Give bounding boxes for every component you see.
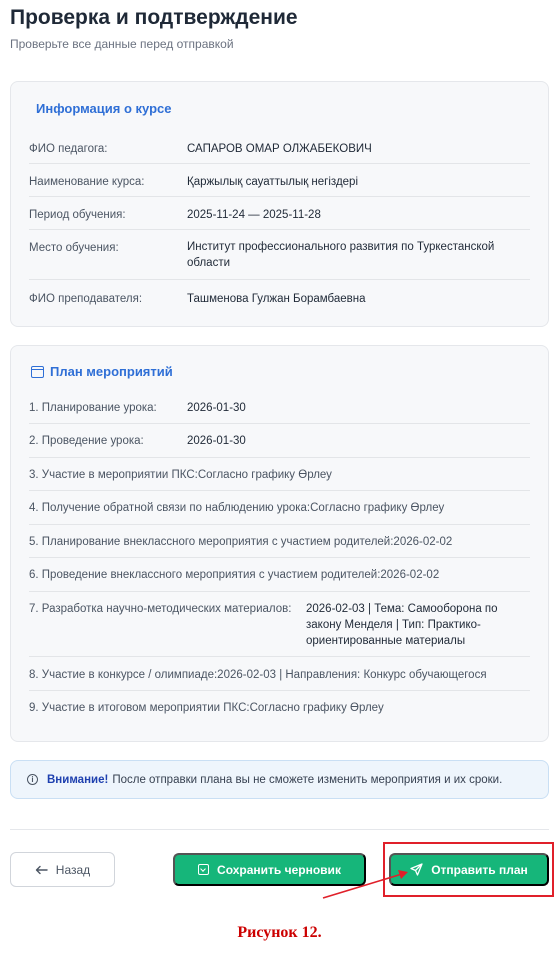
plan-item-value-line1: 2026-02-03 | Тема: Самооборона по	[306, 603, 498, 615]
row-value: 2025-11-24 — 2025-11-28	[187, 209, 321, 221]
plan-item-label: 1. Планирование урока:	[29, 402, 157, 414]
row-value: Ташменова Гулжан Борамбаевна	[187, 293, 366, 305]
row-label: Место обучения:	[29, 242, 119, 254]
row-label: ФИО педагога:	[29, 143, 108, 155]
plan-title: План мероприятий	[50, 364, 173, 379]
plan-item-value: 2026-01-30	[187, 435, 246, 447]
plan-item-label: 4. Получение обратной связи по наблюдению урока:Согласно графику Өрлеу	[29, 502, 445, 514]
plan-item-value: Согласно графику Өрлеу	[310, 502, 445, 514]
plan-item-value: 2026-02-03 | Направления: Конкурс обучающегося	[217, 669, 487, 681]
page-subtitle: Проверьте все данные перед отправкой	[10, 37, 234, 51]
row-label: ФИО преподавателя:	[29, 293, 143, 305]
plan-item-label: 3. Участие в мероприятии ПКС:Согласно графику Өрлеу	[29, 469, 332, 481]
plan-item-value: 2026-02-02	[393, 536, 453, 548]
notice-strong: Внимание!	[47, 773, 109, 786]
plan-item-label: 2. Проведение урока:	[29, 435, 144, 447]
row-value: Қаржылық сауаттылық негіздері	[187, 176, 359, 188]
row-value-line2: области	[187, 257, 231, 269]
course-info-title: Информация о курсе	[36, 101, 172, 116]
row-value-line1: Институт профессионального развития по Туркестанской	[187, 241, 495, 253]
notice-text: После отправки плана вы не сможете изменить мероприятия и их сроки.	[112, 773, 503, 786]
back-button-label: Назад	[55, 862, 91, 877]
page-title: Проверка и подтверждение	[10, 6, 298, 29]
plan-item-value: 2026-01-30	[187, 402, 246, 414]
info-icon: i	[27, 774, 38, 785]
plan-item-label: 9. Участие в итоговом мероприятии ПКС:Согласно графику Өрлеу	[29, 702, 384, 714]
plan-item-value: Согласно графику Өрлеу	[249, 702, 384, 714]
plan-item-value: 2026-02-02	[380, 569, 440, 581]
figure-caption: Рисунок 12.	[237, 924, 322, 941]
plan-item-label: 8. Участие в конкурсе / олимпиаде:2026-02-03 | Направления: Конкурс обучающегося	[29, 669, 487, 681]
plan-item-value-line3: ориентированные материалы	[306, 635, 466, 647]
plan-item-label: 5. Планирование внеклассного мероприятия с участием родителей:2026-02-02	[29, 536, 453, 548]
plan-item-label: 6. Проведение внеклассного мероприятия с участием родителей:2026-02-02	[29, 569, 440, 581]
row-value: САПАРОВ ОМАР ОЛЖАБЕКОВИЧ	[187, 143, 372, 155]
row-label: Период обучения:	[29, 209, 126, 221]
plan-item-value: Согласно графику Өрлеу	[197, 469, 332, 481]
plan-item-value-line2: закону Менделя | Тип: Практико-	[306, 619, 481, 631]
row-label: Наименование курса:	[29, 176, 145, 188]
plan-item-label: 7. Разработка научно-методических материалов:	[29, 603, 292, 615]
save-draft-label: Сохранить черновик	[217, 862, 341, 877]
submit-plan-label: Отправить план	[431, 862, 528, 877]
